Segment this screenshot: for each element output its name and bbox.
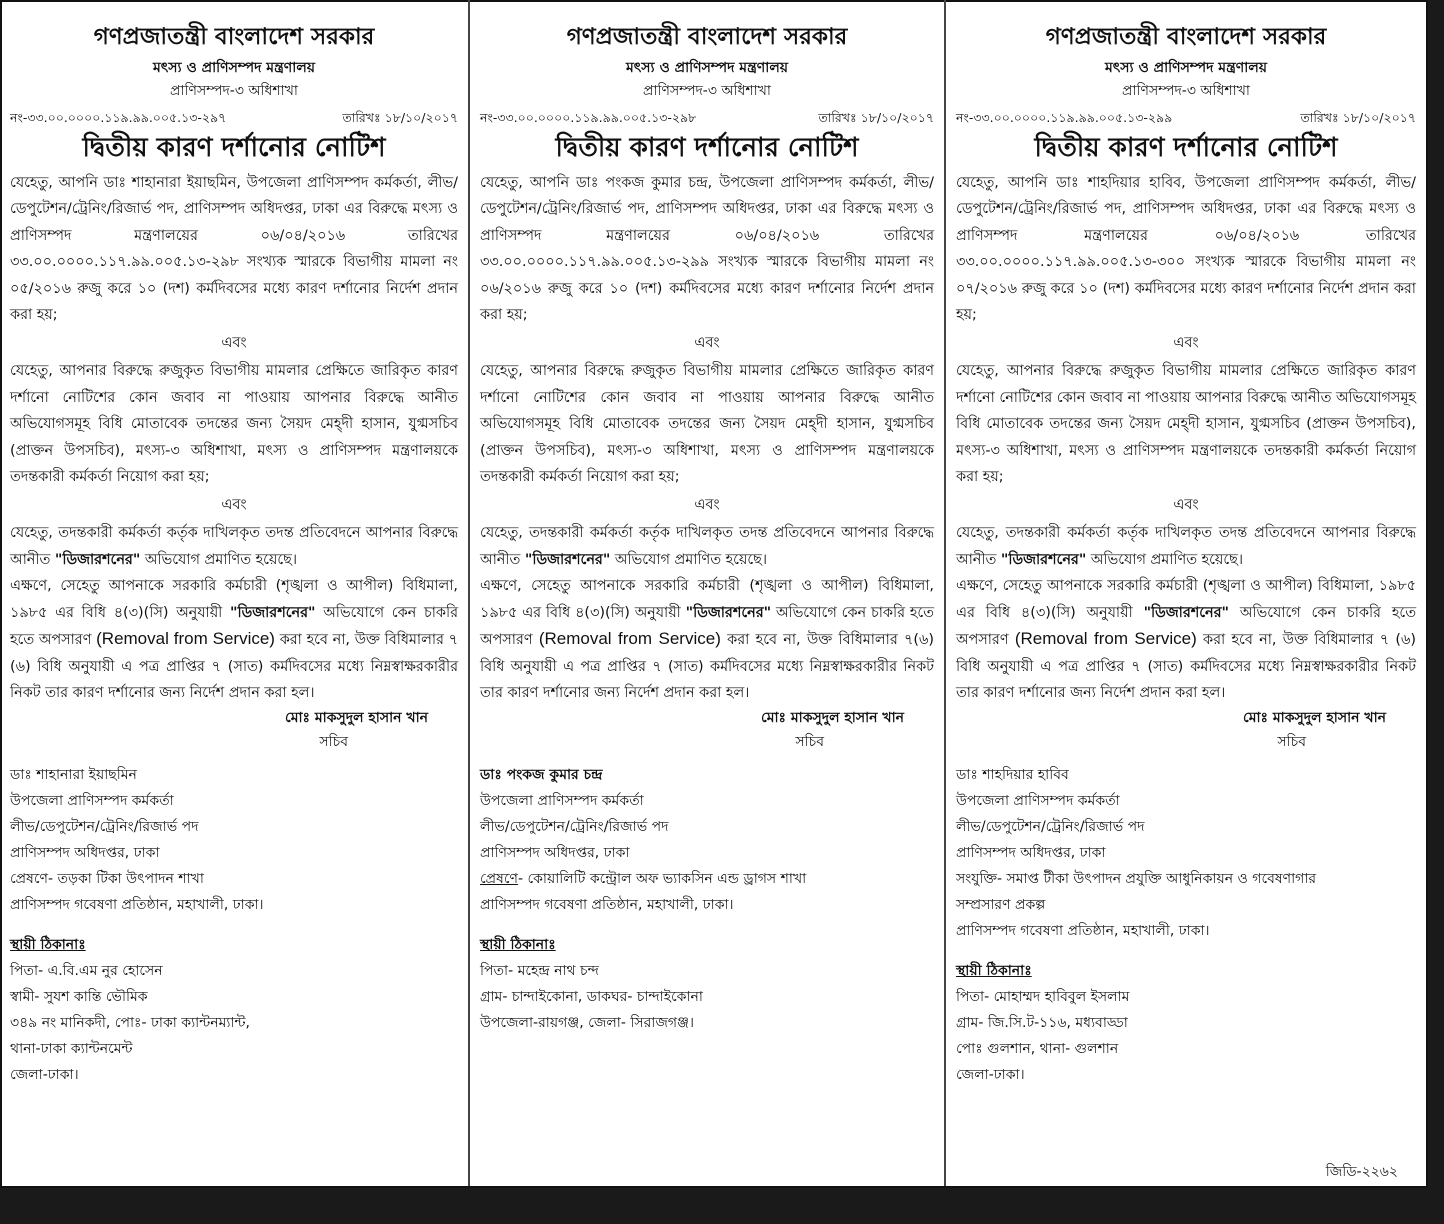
ministry-name: মৎস্য ও প্রাণিসম্পদ মন্ত্রণালয় [626,60,788,76]
paragraph-3-text: যেহেতু, তদন্তকারী কর্মকর্তা কর্তৃক দাখিলকৃত তদন্ত প্রতিবেদনে আপনার বিরুদ্ধে আনীত [956,525,1416,568]
paragraph-4 [10,573,458,706]
paragraph-4-text: অভিযোগে কেন চাকরি হতে অপসারণ [956,604,1416,649]
paragraph-3 [956,520,1416,573]
gd-code: জিডি-২২৬২ [1325,1164,1398,1180]
desertion-term: "ডিজারশনের" [1000,551,1087,568]
address-line: উপজেলা প্রাণিসম্পদ কর্মকর্তা [480,793,644,810]
notice-title: দ্বিতীয় কারণ দর্শানোর নোটিশ [1034,133,1338,163]
address-line: উপজেলা প্রাণিসম্পদ কর্মকর্তা [956,793,1120,810]
paragraph-4-text: করা হবে না, উক্ত বিধিমালার ৭ (৬) বিধি অনুযায়ী এ পত্র প্রাপ্তির ৭ (সাত) কর্মদিবসের মধ্যে নিম্নস্বাক্ষরকারীর নিকট তার কারণ দর্শানোর জন্য নির্দেশ প্রদান করা হল। [10,632,458,701]
paragraph-2: যেহেতু, আপনার বিরুদ্ধে রুজুকৃত বিভাগীয় মামলার প্রেক্ষিতে জারিকৃত কারণ দর্শানো নোটিশের কোন জবাব না পাওয়ায় আপনার বিরুদ্ধে আনীত অভিযোগসমূহ বিধি মোতাবেক তদন্তের জন্য সৈয়দ মেহ্দী হাসান, যুগ্মসচিব (প্রাক্তন উপসচিব), মৎস্য-৩ অধিশাখা, মৎস্য ও প্রাণিসম্পদ মন্ত্রণালয়কে তদন্তকারী কর্মকর্তা নিয়োগ করা হয়; [956,363,1416,486]
paragraph-3 [10,520,458,573]
desertion-term: "ডিজারশনের" [524,551,611,568]
signer-role: সচিব [795,734,824,751]
address-line: পিতা- এ.বি.এম নুর হোসেন [10,963,163,980]
paragraph-2: যেহেতু, আপনার বিরুদ্ধে রুজুকৃত বিভাগীয় মামলার প্রেক্ষিতে জারিকৃত কারণ দর্শানো নোটিশের কোন জবাব না পাওয়ায় আপনার বিরুদ্ধে আনীত অভিযোগসমূহ বিধি মোতাবেক তদন্তের জন্য সৈয়দ মেহ্দী হাসান, যুগ্মসচিব (প্রাক্তন উপসচিব), মৎস্য-৩ অধিশাখা, মৎস্য ও প্রাণিসম্পদ মন্ত্রণালয়কে তদন্তকারী কর্মকর্তা নিয়োগ করা হয়; [480,363,934,486]
permanent-address [480,958,934,1036]
address-line: পিতা- মহেন্দ্র নাথ চন্দ [480,963,599,980]
address-line: ডাঃ শাহানারা ইয়াছমিন [10,767,137,784]
permanent-address [956,984,1416,1088]
address-line: পিতা- মোহাম্মদ হাবিবুল ইসলাম [956,989,1130,1006]
memo-date: তারিখঃ ১৮/১০/২০১৭ [342,110,458,125]
recipient-address [956,762,1416,944]
signer-name: মোঃ মাকসুদুল হাসান খান [761,710,904,727]
address-line: গ্রাম- জি.সি.ট-১১৬, মধ্যবাড্ডা [956,1015,1128,1032]
recipient-address [480,762,934,918]
address-line: প্রেষণে- তড়কা টিকা উৎপাদন শাখা [10,871,204,888]
recipient-name: ডাঃ পংকজ কুমার চন্দ্র [480,767,603,784]
address-line: গ্রাম- চান্দাইকোনা, ডাকঘর- চান্দাইকোনা [480,989,703,1006]
paragraph-4-text: এক্ষণে, সেহেতু আপনাকে সরকারি কর্মচারী (শৃঙ্খলা ও আপীল) বিধিমালা, ১৯৮৫ এর বিধি ৪(৩)(সি) অনুযায়ী [480,578,934,621]
address-line: উপজেলা প্রাণিসম্পদ কর্মকর্তা [10,793,174,810]
conjunction: এবং [694,497,720,514]
address-line: থানা-ঢাকা ক্যান্টনমেন্ট [10,1041,133,1058]
address-line [480,866,934,892]
signer-role: সচিব [1277,734,1306,751]
memo-line [956,108,1416,128]
address-line: প্রাণিসম্পদ গবেষণা প্রতিষ্ঠান, মহাখালী, ঢাকা। [956,923,1210,940]
conjunction: এবং [1173,335,1199,352]
memo-number: নং-৩৩.০০.০০০০.১১৯.৯৯.০০৫.১৩-২৯৭ [10,110,227,125]
paragraph-3-text: যেহেতু, তদন্তকারী কর্মকর্তা কর্তৃক দাখিলকৃত তদন্ত প্রতিবেদনে আপনার বিরুদ্ধে আনীত [10,525,458,568]
paragraph-3-text: অভিযোগ প্রমাণিত হয়েছে। [610,551,768,568]
english-term: (Removal from Service) [1014,629,1197,649]
conjunction: এবং [221,335,247,352]
conjunction: এবং [1173,497,1199,514]
address-line: জেলা-ঢাকা। [956,1067,1025,1084]
wing-name: প্রাণিসম্পদ-৩ অধিশাখা [1122,83,1250,99]
memo-date: তারিখঃ ১৮/১০/২০১৭ [818,110,934,125]
paragraph-3-text: অভিযোগ প্রমাণিত হয়েছে। [1086,551,1244,568]
address-line: সম্প্রসারণ প্রকল্প [956,897,1046,914]
recipient-address [10,762,458,918]
paragraph-4-text: এক্ষণে, সেহেতু আপনাকে সরকারি কর্মচারী (শৃঙ্খলা ও আপীল) বিধিমালা, ১৯৮৫ এর বিধি ৪(৩)(সি) অনুযায়ী [956,578,1416,621]
memo-date: তারিখঃ ১৮/১০/২০১৭ [1300,110,1416,125]
paragraph-1: যেহেতু, আপনি ডাঃ শাহানারা ইয়াছমিন, উপজেলা প্রাণিসম্পদ কর্মকর্তা, লীভ/ডেপুটেশন/ট্রেনিং/রিজার্ভ পদ, প্রাণিসম্পদ অধিদপ্তর, ঢাকা এর বিরুদ্ধে মৎস্য ও প্রাণিসম্পদ মন্ত্রণালয়ের ০৬/০৪/২০১৬ তারিখের ৩৩.০০.০০০০.১১৭.৯৯.০০৫.১৩-২৯৮ সংখ্যক স্মারকে বিভাগীয় মামলা নং ০৫/২০১৬ রুজু করে ১০ (দশ) কর্মদিবসের মধ্যে কারণ দর্শানোর নির্দেশ প্রদান করা হয়; [10,175,458,324]
deputation-label: প্রেষণে [480,871,518,888]
scan-shadow-right [1428,0,1444,1224]
address-line: উপজেলা-রায়গঞ্জ, জেলা- সিরাজগঞ্জ। [480,1015,695,1032]
permanent-address-title: স্থায়ী ঠিকানাঃ [10,937,86,954]
paragraph-1: যেহেতু, আপনি ডাঃ শাহদিয়ার হাবিব, উপজেলা প্রাণিসম্পদ কর্মকর্তা, লীভ/ডেপুটেশন/ট্রেনিং/রিজার্ভ পদ, প্রাণিসম্পদ অধিদপ্তর, ঢাকা এর বিরুদ্ধে মৎস্য ও প্রাণিসম্পদ মন্ত্রণালয়ের ০৬/০৪/২০১৬ তারিখের ৩৩.০০.০০০০.১১৭.৯৯.০০৫.১৩-৩০০ সংখ্যক স্মারকে বিভাগীয় মামলা নং ০৭/২০১৬ রুজু করে ১০ (দশ) কর্মদিবসের মধ্যে কারণ দর্শানোর নির্দেশ প্রদান করা হয়; [956,175,1416,324]
signer-role: সচিব [319,734,348,751]
paragraph-3-text: যেহেতু, তদন্তকারী কর্মকর্তা কর্তৃক দাখিলকৃত তদন্ত প্রতিবেদনে আপনার বিরুদ্ধে আনীত [480,525,934,568]
paragraph-4 [480,573,934,706]
ministry-name: মৎস্য ও প্রাণিসম্পদ মন্ত্রণালয় [1105,60,1267,76]
notice-column-1 [0,0,468,1186]
notice-title: দ্বিতীয় কারণ দর্শানোর নোটিশ [82,133,386,163]
english-term: (Removal from Service) [96,629,275,649]
address-line: ৩৪৯ নং মানিকদী, পোঃ- ঢাকা ক্যান্টনম্যান্ট, [10,1015,250,1032]
wing-name: প্রাণিসম্পদ-৩ অধিশাখা [170,83,298,99]
address-line: জেলা-ঢাকা। [10,1067,79,1084]
desertion-term: "ডিজারশনের" [230,604,316,621]
signer-name: মোঃ মাকসুদুল হাসান খান [1243,710,1386,727]
wing-name: প্রাণিসম্পদ-৩ অধিশাখা [643,83,771,99]
conjunction: এবং [694,335,720,352]
paragraph-2: যেহেতু, আপনার বিরুদ্ধে রুজুকৃত বিভাগীয় মামলার প্রেক্ষিতে জারিকৃত কারণ দর্শানো নোটিশের কোন জবাব না পাওয়ায় আপনার বিরুদ্ধে আনীত অভিযোগসমূহ বিধি মোতাবেক তদন্তের জন্য সৈয়দ মেহ্দী হাসান, যুগ্মসচিব (প্রাক্তন উপসচিব), মৎস্য-৩ অধিশাখা, মৎস্য ও প্রাণিসম্পদ মন্ত্রণালয়কে তদন্তকারী কর্মকর্তা নিয়োগ করা হয়; [10,363,458,486]
notice-title: দ্বিতীয় কারণ দর্শানোর নোটিশ [555,133,859,163]
address-line: লীভ/ডেপুটেশন/ট্রেনিং/রিজার্ভ পদ [10,819,199,836]
address-line: পোঃ গুলশান, থানা- গুলশান [956,1041,1119,1058]
ministry-name: মৎস্য ও প্রাণিসম্পদ মন্ত্রণালয় [153,60,315,76]
memo-number: নং-৩৩.০০.০০০০.১১৯.৯৯.০০৫.১৩-২৯৮ [480,110,697,125]
address-line: প্রাণিসম্পদ অধিদপ্তর, ঢাকা [480,845,630,862]
conjunction: এবং [221,497,247,514]
desertion-term: "ডিজারশনের" [54,551,141,568]
desertion-term: "ডিজারশনের" [685,604,772,621]
address-line: প্রাণিসম্পদ অধিদপ্তর, ঢাকা [10,845,160,862]
desertion-term: "ডিজারশনের" [1143,604,1230,621]
permanent-address [10,958,458,1088]
address-line: ডাঃ শাহদিয়ার হাবিব [956,767,1069,784]
paragraph-3 [480,520,934,573]
deputation-text: - কোয়ালিটি কন্ট্রোল অফ ভ্যাকসিন এন্ড ড্রাগস শাখা [517,871,807,888]
paragraph-4 [956,573,1416,706]
paragraph-1: যেহেতু, আপনি ডাঃ পংকজ কুমার চন্দ্র, উপজেলা প্রাণিসম্পদ কর্মকর্তা, লীভ/ডেপুটেশন/ট্রেনিং/রিজার্ভ পদ, প্রাণিসম্পদ অধিদপ্তর, ঢাকা এর বিরুদ্ধে মৎস্য ও প্রাণিসম্পদ মন্ত্রণালয়ের ০৬/০৪/২০১৬ তারিখের ৩৩.০০.০০০০.১১৭.৯৯.০০৫.১৩-২৯৯ সংখ্যক স্মারকে বিভাগীয় মামলা নং ০৬/২০১৬ রুজু করে ১০ (দশ) কর্মদিবসের মধ্যে কারণ দর্শানোর নির্দেশ প্রদান করা হয়; [480,175,934,324]
paragraph-4-text: করা হবে না, উক্ত বিধিমালার ৭ (৬) বিধি অনুযায়ী এ পত্র প্রাপ্তির ৭ (সাত) কর্মদিবসের মধ্যে নিম্নস্বাক্ষরকারীর নিকট তার কারণ দর্শানোর জন্য নির্দেশ প্রদান করা হল। [956,632,1416,701]
paragraph-4-text: অভিযোগে কেন চাকরি হতে অপসারণ [480,604,934,649]
address-line: প্রাণিসম্পদ গবেষণা প্রতিষ্ঠান, মহাখালী, ঢাকা। [10,897,264,914]
address-line: লীভ/ডেপুটেশন/ট্রেনিং/রিজার্ভ পদ [956,819,1145,836]
address-line: লীভ/ডেপুটেশন/ট্রেনিং/রিজার্ভ পদ [480,819,669,836]
government-heading: গণপ্রজাতন্ত্রী বাংলাদেশ সরকার [1045,24,1327,50]
signer-name: মোঃ মাকসুদুল হাসান খান [285,710,428,727]
permanent-address-title: স্থায়ী ঠিকানাঃ [956,963,1032,980]
address-line: সংযুক্তি- সমাপ্ত টীকা উৎপাদন প্রযুক্তি আধুনিকায়ন ও গবেষণাগার [956,871,1317,888]
paragraph-3-text: অভিযোগ প্রমাণিত হয়েছে। [140,551,298,568]
memo-number: নং-৩৩.০০.০০০০.১১৯.৯৯.০০৫.১৩-২৯৯ [956,110,1173,125]
english-term: (Removal from Service) [538,629,721,649]
notice-column-3 [946,0,1426,1186]
address-line: প্রাণিসম্পদ অধিদপ্তর, ঢাকা [956,845,1106,862]
paragraph-4-text: এক্ষণে, সেহেতু আপনাকে সরকারি কর্মচারী (শৃঙ্খলা ও আপীল) বিধিমালা, ১৯৮৫ এর বিধি ৪(৩)(সি) অনুযায়ী [10,578,458,621]
scan-shadow-bottom [0,1188,1444,1224]
memo-line [10,108,458,128]
address-line: প্রাণিসম্পদ গবেষণা প্রতিষ্ঠান, মহাখালী, ঢাকা। [480,897,734,914]
paragraph-4-text: করা হবে না, উক্ত বিধিমালার ৭(৬) বিধি অনুযায়ী এ পত্র প্রাপ্তির ৭ (সাত) কর্মদিবসের মধ্যে নিম্নস্বাক্ষরকারীর নিকট তার কারণ দর্শানোর জন্য নির্দেশ প্রদান করা হল। [480,632,934,701]
notice-column-2 [470,0,944,1186]
address-line: স্বামী- সুযশ কান্তি ভৌমিক [10,989,148,1006]
paragraph-4-text: অভিযোগে কেন চাকরি হতে অপসারণ [10,604,458,649]
permanent-address-title: স্থায়ী ঠিকানাঃ [480,937,556,954]
government-heading: গণপ্রজাতন্ত্রী বাংলাদেশ সরকার [93,24,375,50]
government-heading: গণপ্রজাতন্ত্রী বাংলাদেশ সরকার [566,24,848,50]
memo-line [480,108,934,128]
